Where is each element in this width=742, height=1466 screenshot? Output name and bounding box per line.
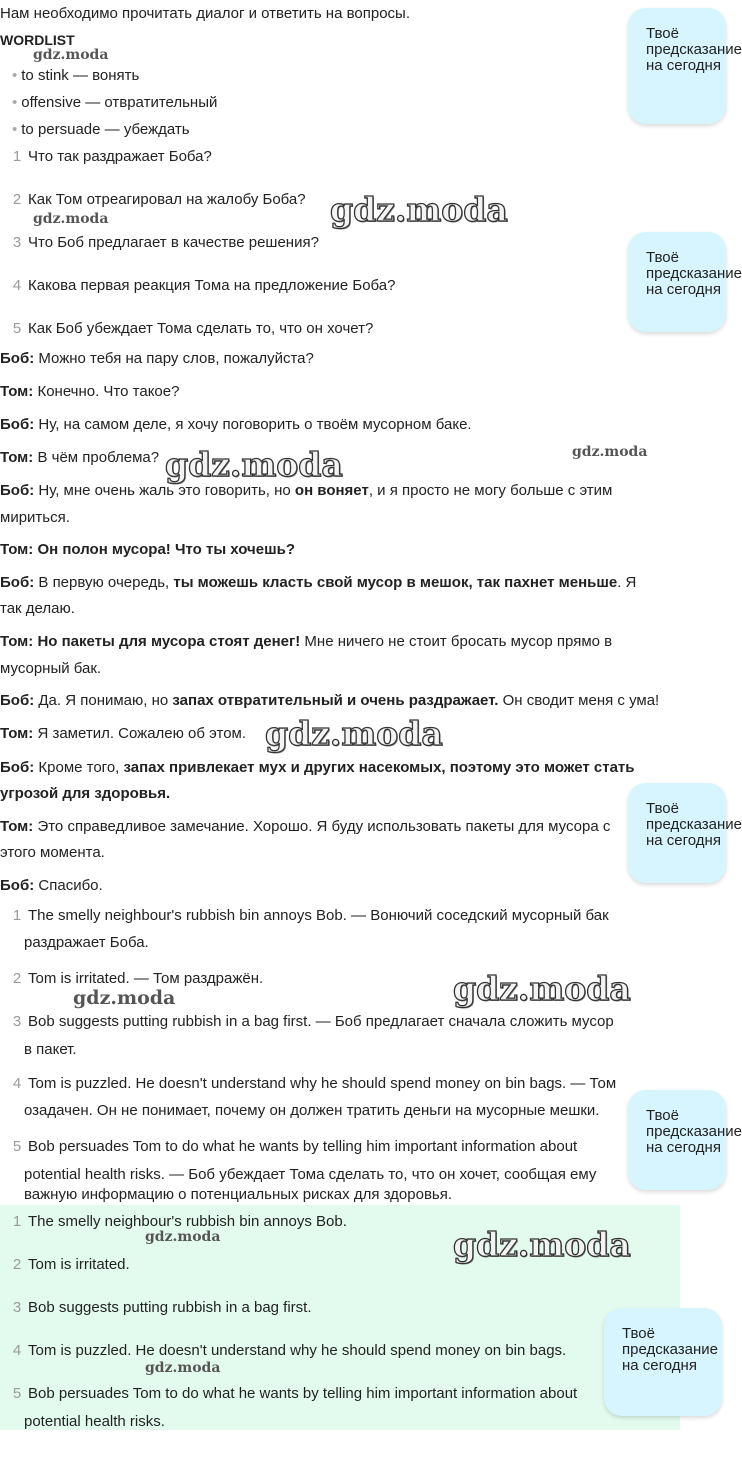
question-item — [10, 276, 396, 296]
prediction-bubble[interactable] — [628, 232, 742, 332]
question-item — [10, 147, 212, 167]
prediction-bubble[interactable] — [628, 1090, 742, 1190]
question-text: Что Боб предлагает в качестве решения? — [28, 234, 319, 251]
bubble-line: предсказание — [646, 265, 742, 282]
answer-item — [10, 906, 609, 926]
bubble-line: Твоё — [622, 1325, 655, 1342]
prediction-bubble[interactable] — [628, 8, 742, 124]
answer-text-cont: potential health risks. — Боб убеждает Тома сделать то, что он хочет, сообщая ему — [24, 1166, 597, 1183]
dialog-line-cont: мириться. — [0, 509, 70, 526]
bubble-line: предсказание — [646, 41, 742, 58]
dialog-line — [0, 724, 246, 744]
watermark-large: gdz.moda — [330, 190, 508, 229]
prediction-bubble[interactable] — [628, 783, 742, 883]
final-answer-item — [10, 1298, 312, 1318]
question-number: 2 — [12, 191, 22, 208]
dialog-line-cont: так делаю. — [0, 600, 75, 617]
prediction-bubble[interactable] — [604, 1308, 722, 1416]
answer-text: Tom is puzzled. He doesn't understand why he should spend money on bin bags. — Том — [28, 1075, 617, 1092]
speaker-label: Боб: — [0, 350, 35, 367]
answer-number: 2 — [12, 970, 22, 987]
question-item — [10, 233, 319, 253]
question-text: Как Боб убеждает Тома сделать то, что он хочет? — [28, 320, 374, 337]
bubble-line: Твоё — [646, 25, 679, 42]
answer-number: 5 — [12, 1385, 22, 1402]
dialog-text: Ну, на самом деле, я хочу поговорить о твоём мусорном баке. — [38, 416, 472, 433]
watermark-large: gdz.moda — [165, 445, 343, 484]
speaker-label: Боб: — [0, 482, 35, 499]
answer-text: Tom is puzzled. He doesn't understand why he should spend money on bin bags. — [28, 1342, 567, 1359]
intro-text: Нам необходимо прочитать диалог и ответить на вопросы. — [0, 5, 410, 22]
answer-number: 5 — [12, 1138, 22, 1155]
bubble-line: Твоё — [646, 1107, 679, 1124]
dialog-text: Ну, мне очень жаль это говорить, но — [38, 482, 291, 499]
dialog-line — [0, 382, 179, 402]
answer-number: 4 — [12, 1342, 22, 1359]
answer-number: 2 — [12, 1256, 22, 1273]
dialog-text: В первую очередь, — [38, 574, 170, 591]
watermark-small: gdz.moda — [33, 47, 109, 63]
dialog-line — [0, 573, 636, 593]
dialog-line-cont: мусорный бак. — [0, 660, 102, 677]
dialog-text: Я заметил. Сожалею об этом. — [37, 725, 247, 742]
answer-item — [10, 1012, 614, 1032]
speaker-label: Том: — [0, 818, 34, 835]
answer-item — [10, 1137, 577, 1157]
answer-text: The smelly neighbour's rubbish bin annoys Bob. — [28, 1213, 347, 1230]
question-text: Что так раздражает Боба? — [28, 148, 212, 165]
wordlist-item-text: to stink — вонять — [21, 67, 140, 84]
dialog-line — [0, 817, 610, 837]
bubble-line: предсказание — [646, 816, 742, 833]
watermark-small: gdz.moda — [73, 987, 176, 1009]
answer-number: 1 — [12, 1213, 22, 1230]
wordlist-item: • to persuade — убеждать — [12, 121, 190, 138]
question-text: Как Том отреагировал на жалобу Боба? — [28, 191, 306, 208]
watermark-small: gdz.moda — [33, 211, 109, 227]
answer-text-cont: важную информацию о потенциальных рисках для здоровья. — [24, 1186, 453, 1203]
final-answer-item — [10, 1341, 566, 1361]
answer-text: Tom is irritated. — Том раздражён. — [28, 970, 264, 987]
watermark-small: gdz.moda — [145, 1360, 221, 1376]
answer-number: 3 — [12, 1013, 22, 1030]
dialog-text: Спасибо. — [38, 877, 103, 894]
dialog-emphasis: запах отвратительный и очень раздражает. — [172, 692, 499, 709]
dialog-line-cont: этого момента. — [0, 844, 105, 861]
answer-item — [10, 969, 263, 989]
dialog-emphasis: Он полон мусора! Что ты хочешь? — [37, 541, 295, 558]
dialog-line — [0, 691, 659, 711]
dialog-line — [0, 632, 612, 652]
wordlist-item-text: to persuade — убеждать — [21, 121, 190, 138]
question-text: Какова первая реакция Тома на предложение Боба? — [28, 277, 396, 294]
dialog-text: В чём проблема? — [37, 449, 160, 466]
dialog-emphasis: он воняет — [294, 482, 369, 499]
speaker-label: Боб: — [0, 574, 35, 591]
dialog-line — [0, 758, 635, 778]
bubble-line: на сегодня — [646, 832, 721, 849]
dialog-emphasis: ты можешь класть свой мусор в мешок, так пахнет меньше — [173, 574, 618, 591]
dialog-emphasis: Но пакеты для мусора стоят денег! — [37, 633, 301, 650]
answer-text: Bob suggests putting rubbish in a bag first. — [28, 1299, 312, 1316]
answer-number: 1 — [12, 907, 22, 924]
answer-text: Bob suggests putting rubbish in a bag first. — Боб предлагает сначала сложить мусор — [28, 1013, 614, 1030]
dialog-text: Да. Я понимаю, но — [38, 692, 169, 709]
dialog-line — [0, 349, 314, 369]
answer-text: Bob persuades Tom to do what he wants by telling him important information about — [28, 1138, 578, 1155]
dialog-text: Это справедливое замечание. Хорошо. Я буду использовать пакеты для мусора с — [37, 818, 611, 835]
speaker-label: Том: — [0, 449, 34, 466]
dialog-line — [0, 540, 295, 560]
answer-number: 3 — [12, 1299, 22, 1316]
speaker-label: Том: — [0, 541, 34, 558]
dialog-line — [0, 448, 159, 468]
answer-text-cont: раздражает Боба. — [24, 934, 149, 951]
answer-text-cont: в пакет. — [24, 1041, 77, 1058]
watermark-large: gdz.moda — [453, 969, 631, 1008]
watermark-large: gdz.moda — [265, 714, 443, 753]
watermark-small: gdz.moda — [145, 1229, 221, 1245]
watermark-small: gdz.moda — [572, 444, 648, 460]
wordlist-item-text: offensive — отвратительный — [21, 94, 218, 111]
wordlist-item: • to stink — вонять — [12, 67, 140, 84]
answer-text: Tom is irritated. — [28, 1256, 130, 1273]
final-answer-item — [10, 1384, 577, 1404]
dialog-line — [0, 876, 103, 896]
dialog-text: Мне ничего не стоит бросать мусор прямо в — [304, 633, 613, 650]
dialog-emphasis: запах привлекает мух и других насекомых, поэтому это может стать — [123, 759, 635, 776]
dialog-line — [0, 415, 472, 435]
dialog-text: Можно тебя на пару слов, пожалуйста? — [38, 350, 314, 367]
answer-text: Bob persuades Tom to do what he wants by telling him important information about — [28, 1385, 578, 1402]
dialog-text: , и я просто не могу больше с этим — [368, 482, 613, 499]
wordlist-title: WORDLIST — [0, 32, 75, 48]
answer-number: 4 — [12, 1075, 22, 1092]
dialog-text: Кроме того, — [38, 759, 120, 776]
dialog-text: Конечно. Что такое? — [37, 383, 180, 400]
question-number: 4 — [12, 277, 22, 294]
speaker-label: Том: — [0, 383, 34, 400]
bubble-line: на сегодня — [646, 281, 721, 298]
question-item — [10, 190, 306, 210]
question-number: 5 — [12, 320, 22, 337]
answer-text-cont: озадачен. Он не понимает, почему он должен тратить деньги на мусорные мешки. — [24, 1102, 600, 1119]
question-number: 3 — [12, 234, 22, 251]
speaker-label: Том: — [0, 725, 34, 742]
bubble-line: на сегодня — [646, 1139, 721, 1156]
bubble-line: предсказание — [646, 1123, 742, 1140]
bubble-line: на сегодня — [622, 1357, 697, 1374]
question-number: 1 — [12, 148, 22, 165]
dialog-text: Он сводит меня с ума! — [502, 692, 660, 709]
speaker-label: Боб: — [0, 692, 35, 709]
bubble-line: Твоё — [646, 249, 679, 266]
speaker-label: Том: — [0, 633, 34, 650]
dialog-line — [0, 481, 612, 501]
dialog-text: . Я — [617, 574, 637, 591]
wordlist-item: • offensive — отвратительный — [12, 94, 218, 111]
bubble-line: предсказание — [622, 1341, 719, 1358]
bubble-line: Твоё — [646, 800, 679, 817]
dialog-line-cont: угрозой для здоровья. — [0, 785, 171, 802]
final-answer-item — [10, 1255, 130, 1275]
answer-text-cont: potential health risks. — [24, 1413, 165, 1430]
question-item — [10, 319, 373, 339]
bubble-line: на сегодня — [646, 57, 721, 74]
watermark-large: gdz.moda — [453, 1225, 631, 1264]
speaker-label: Боб: — [0, 759, 35, 776]
answer-text: The smelly neighbour's rubbish bin annoys Bob. — Вонючий соседский мусорный бак — [28, 907, 609, 924]
speaker-label: Боб: — [0, 416, 35, 433]
speaker-label: Боб: — [0, 877, 35, 894]
answer-item — [10, 1074, 616, 1094]
